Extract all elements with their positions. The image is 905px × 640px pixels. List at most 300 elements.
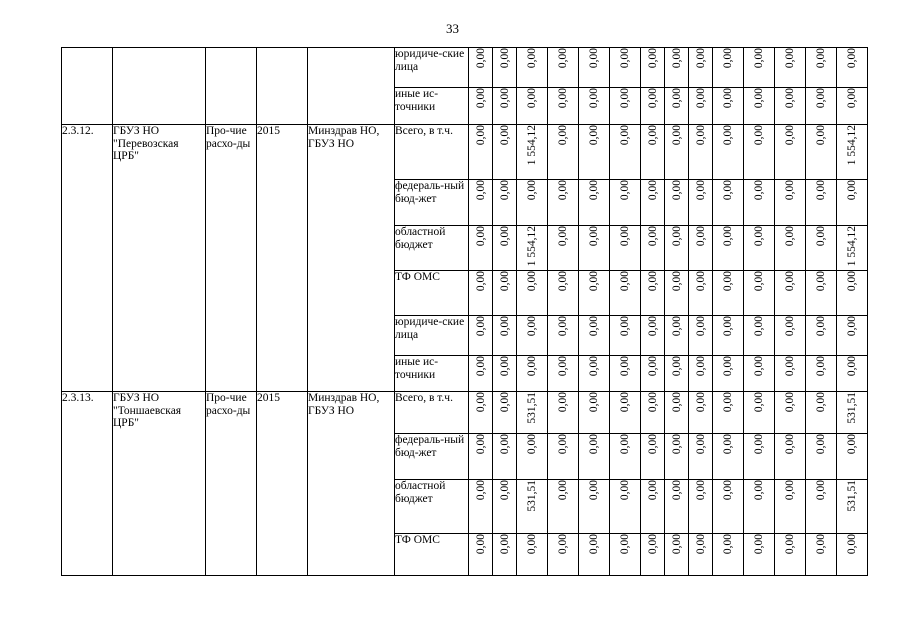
- amount-cell: [744, 48, 775, 88]
- amount-value: 0,00: [557, 180, 569, 201]
- amount-value: 0,00: [646, 316, 659, 337]
- amount-cell: [713, 88, 744, 125]
- amount-value: 0,00: [753, 180, 765, 201]
- amount-value: 0,00: [694, 271, 707, 292]
- amount-value: 0,00: [498, 48, 511, 69]
- amount-cell: [665, 88, 689, 125]
- amount-value: 0,00: [557, 271, 569, 292]
- amount-cell: [641, 180, 665, 226]
- amount-value: 1 554,12: [526, 226, 538, 267]
- amount-cell: [610, 480, 641, 534]
- amount-value: 0,00: [722, 125, 734, 146]
- amount-cell: [469, 434, 493, 480]
- amount-value: 0,00: [619, 356, 631, 377]
- amount-value: 0,00: [474, 534, 487, 555]
- amount-cell: [610, 316, 641, 356]
- budget-table: [61, 47, 868, 576]
- amount-value: 0,00: [557, 316, 569, 337]
- amount-cell: [689, 316, 713, 356]
- amount-cell: [548, 534, 579, 576]
- amount-cell: [775, 534, 806, 576]
- amount-cell: [610, 392, 641, 434]
- amount-cell: [469, 88, 493, 125]
- amount-cell: [713, 316, 744, 356]
- amount-cell: [665, 434, 689, 480]
- amount-value: 0,00: [815, 226, 827, 247]
- amount-value: 0,00: [588, 534, 600, 555]
- amount-value: 0,00: [588, 48, 600, 69]
- amount-cell: [837, 534, 868, 576]
- amount-value: 0,00: [588, 88, 600, 109]
- amount-value: 0,00: [753, 125, 765, 146]
- amount-cell: [610, 271, 641, 316]
- amount-cell: [493, 271, 517, 316]
- amount-value: 0,00: [588, 316, 600, 337]
- amount-value: 0,00: [588, 125, 600, 146]
- amount-value: 0,00: [474, 88, 487, 109]
- amount-value: 0,00: [619, 316, 631, 337]
- amount-value: 0,00: [753, 392, 765, 413]
- amount-cell: [641, 392, 665, 434]
- amount-value: 0,00: [526, 534, 538, 555]
- amount-value: 0,00: [846, 271, 858, 292]
- amount-cell: [775, 180, 806, 226]
- amount-value: 0,00: [588, 356, 600, 377]
- amount-value: 0,00: [588, 226, 600, 247]
- amount-value: 0,00: [557, 48, 569, 69]
- amount-cell: [579, 226, 610, 271]
- amount-cell: [517, 125, 548, 180]
- amount-value: 0,00: [474, 434, 487, 455]
- amount-value: 0,00: [815, 392, 827, 413]
- amount-value: 0,00: [646, 356, 659, 377]
- amount-cell: [493, 434, 517, 480]
- amount-value: 0,00: [694, 480, 707, 501]
- amount-value: 0,00: [498, 480, 511, 501]
- amount-value: 0,00: [670, 356, 683, 377]
- amount-cell: [665, 271, 689, 316]
- amount-value: 0,00: [619, 180, 631, 201]
- amount-value: 0,00: [498, 316, 511, 337]
- amount-value: 0,00: [694, 534, 707, 555]
- amount-cell: [548, 125, 579, 180]
- amount-cell: [579, 48, 610, 88]
- amount-value: 0,00: [670, 48, 683, 69]
- amount-value: 0,00: [846, 48, 858, 69]
- amount-value: 0,00: [722, 534, 734, 555]
- expense-type: Про-чие расхо-ды: [206, 392, 257, 576]
- amount-value: 0,00: [557, 534, 569, 555]
- amount-value: 0,00: [784, 48, 796, 69]
- amount-cell: [744, 316, 775, 356]
- amount-value: 0,00: [670, 434, 683, 455]
- executor: Минздрав НО, ГБУЗ НО: [308, 392, 395, 576]
- amount-cell: [806, 125, 837, 180]
- amount-cell: [579, 180, 610, 226]
- amount-cell: [806, 316, 837, 356]
- amount-cell: [665, 180, 689, 226]
- amount-value: 0,00: [784, 434, 796, 455]
- amount-cell: [806, 180, 837, 226]
- amount-cell: [548, 392, 579, 434]
- amount-cell: [548, 316, 579, 356]
- expense-type: Про-чие расхо-ды: [206, 125, 257, 392]
- amount-cell: [469, 226, 493, 271]
- amount-value: 0,00: [526, 356, 538, 377]
- amount-cell: [610, 125, 641, 180]
- amount-cell: [641, 88, 665, 125]
- amount-cell: [837, 271, 868, 316]
- amount-cell: [744, 434, 775, 480]
- amount-cell: [493, 226, 517, 271]
- amount-value: 0,00: [670, 480, 683, 501]
- row-code: [62, 48, 113, 125]
- amount-value: 0,00: [670, 316, 683, 337]
- amount-cell: [469, 180, 493, 226]
- amount-value: 0,00: [784, 271, 796, 292]
- amount-value: 0,00: [526, 88, 538, 109]
- amount-value: 0,00: [784, 480, 796, 501]
- amount-value: 0,00: [474, 180, 487, 201]
- amount-cell: [665, 316, 689, 356]
- amount-cell: [579, 434, 610, 480]
- amount-cell: [689, 125, 713, 180]
- amount-cell: [493, 392, 517, 434]
- amount-value: 0,00: [588, 271, 600, 292]
- amount-cell: [579, 125, 610, 180]
- amount-value: 0,00: [753, 480, 765, 501]
- amount-value: 0,00: [670, 226, 683, 247]
- amount-cell: [665, 48, 689, 88]
- amount-value: 1 554,12: [846, 125, 858, 166]
- amount-cell: [744, 392, 775, 434]
- funding-source: федераль-ный бюд-жет: [395, 434, 469, 480]
- amount-value: 0,00: [646, 48, 659, 69]
- amount-value: 0,00: [619, 271, 631, 292]
- amount-cell: [548, 48, 579, 88]
- amount-value: 0,00: [694, 226, 707, 247]
- amount-cell: [744, 356, 775, 392]
- amount-cell: [806, 226, 837, 271]
- funding-source: областной бюджет: [395, 226, 469, 271]
- amount-value: 531,51: [526, 480, 538, 512]
- amount-value: 0,00: [498, 180, 511, 201]
- amount-value: 0,00: [474, 316, 487, 337]
- amount-cell: [579, 534, 610, 576]
- funding-source: юридиче-ские лица: [395, 316, 469, 356]
- amount-value: 0,00: [815, 48, 827, 69]
- funding-source: иные ис-точники: [395, 356, 469, 392]
- amount-value: 0,00: [670, 88, 683, 109]
- amount-value: 0,00: [588, 392, 600, 413]
- amount-cell: [493, 316, 517, 356]
- amount-value: 0,00: [557, 480, 569, 501]
- organization-name: ГБУЗ НО "Перевозская ЦРБ": [113, 125, 206, 392]
- amount-value: 0,00: [557, 434, 569, 455]
- amount-value: 0,00: [646, 226, 659, 247]
- amount-value: 0,00: [784, 392, 796, 413]
- amount-value: 0,00: [722, 392, 734, 413]
- amount-cell: [665, 226, 689, 271]
- amount-cell: [548, 226, 579, 271]
- row-code: 2.3.13.: [62, 392, 113, 576]
- amount-value: 0,00: [694, 392, 707, 413]
- amount-cell: [806, 356, 837, 392]
- amount-value: 0,00: [846, 434, 858, 455]
- amount-value: 0,00: [526, 48, 538, 69]
- amount-value: 0,00: [557, 356, 569, 377]
- amount-cell: [469, 392, 493, 434]
- table-row: [62, 125, 868, 180]
- amount-cell: [806, 534, 837, 576]
- amount-cell: [610, 88, 641, 125]
- amount-cell: [689, 88, 713, 125]
- amount-cell: [665, 480, 689, 534]
- amount-cell: [837, 88, 868, 125]
- amount-value: 531,51: [846, 392, 858, 424]
- amount-cell: [713, 392, 744, 434]
- amount-value: 0,00: [619, 534, 631, 555]
- amount-cell: [837, 125, 868, 180]
- amount-cell: [579, 480, 610, 534]
- amount-cell: [665, 356, 689, 392]
- amount-value: 0,00: [815, 125, 827, 146]
- amount-value: 0,00: [694, 434, 707, 455]
- funding-source: федераль-ный бюд-жет: [395, 180, 469, 226]
- amount-cell: [548, 434, 579, 480]
- amount-value: 0,00: [670, 125, 683, 146]
- amount-value: 0,00: [526, 434, 538, 455]
- amount-cell: [517, 271, 548, 316]
- amount-cell: [689, 480, 713, 534]
- amount-cell: [837, 180, 868, 226]
- amount-cell: [610, 48, 641, 88]
- funding-source: ТФ ОМС: [395, 271, 469, 316]
- amount-cell: [837, 226, 868, 271]
- amount-cell: [469, 271, 493, 316]
- amount-cell: [713, 356, 744, 392]
- amount-value: 0,00: [619, 88, 631, 109]
- amount-cell: [775, 226, 806, 271]
- amount-value: 0,00: [619, 480, 631, 501]
- amount-value: 0,00: [846, 356, 858, 377]
- expense-type: [206, 48, 257, 125]
- amount-value: 0,00: [619, 48, 631, 69]
- table-row: [62, 392, 868, 434]
- amount-cell: [469, 480, 493, 534]
- amount-cell: [579, 356, 610, 392]
- amount-value: 0,00: [722, 480, 734, 501]
- amount-cell: [744, 125, 775, 180]
- amount-cell: [775, 271, 806, 316]
- amount-cell: [641, 316, 665, 356]
- amount-value: 0,00: [646, 88, 659, 109]
- amount-cell: [493, 88, 517, 125]
- amount-cell: [517, 534, 548, 576]
- amount-cell: [579, 316, 610, 356]
- amount-cell: [837, 356, 868, 392]
- amount-value: 0,00: [753, 356, 765, 377]
- amount-value: 0,00: [646, 271, 659, 292]
- amount-value: 0,00: [753, 434, 765, 455]
- amount-cell: [689, 180, 713, 226]
- amount-value: 0,00: [753, 88, 765, 109]
- amount-cell: [713, 125, 744, 180]
- amount-value: 0,00: [753, 226, 765, 247]
- amount-cell: [469, 125, 493, 180]
- amount-cell: [806, 480, 837, 534]
- amount-value: 0,00: [474, 125, 487, 146]
- row-code: 2.3.12.: [62, 125, 113, 392]
- amount-value: 531,51: [526, 392, 538, 424]
- amount-value: 0,00: [784, 180, 796, 201]
- amount-value: 0,00: [646, 434, 659, 455]
- amount-value: 0,00: [498, 434, 511, 455]
- amount-cell: [641, 356, 665, 392]
- amount-value: 0,00: [557, 226, 569, 247]
- amount-value: 0,00: [722, 434, 734, 455]
- amount-cell: [469, 48, 493, 88]
- year: 2015: [257, 125, 308, 392]
- amount-value: 0,00: [784, 125, 796, 146]
- amount-cell: [548, 180, 579, 226]
- amount-value: 0,00: [588, 480, 600, 501]
- amount-cell: [775, 316, 806, 356]
- amount-value: 0,00: [526, 271, 538, 292]
- amount-cell: [689, 356, 713, 392]
- amount-value: 0,00: [815, 356, 827, 377]
- amount-cell: [665, 125, 689, 180]
- amount-cell: [517, 48, 548, 88]
- amount-value: 0,00: [557, 125, 569, 146]
- amount-cell: [689, 434, 713, 480]
- amount-value: 0,00: [670, 534, 683, 555]
- amount-cell: [517, 88, 548, 125]
- amount-cell: [806, 392, 837, 434]
- amount-value: 0,00: [753, 534, 765, 555]
- amount-cell: [775, 356, 806, 392]
- amount-cell: [744, 226, 775, 271]
- amount-value: 0,00: [846, 534, 858, 555]
- amount-value: 0,00: [846, 180, 858, 201]
- funding-source: Всего, в т.ч.: [395, 125, 469, 180]
- amount-cell: [517, 316, 548, 356]
- amount-value: 0,00: [474, 392, 487, 413]
- amount-cell: [806, 271, 837, 316]
- amount-cell: [548, 88, 579, 125]
- funding-source: областной бюджет: [395, 480, 469, 534]
- amount-cell: [469, 534, 493, 576]
- amount-value: 0,00: [694, 125, 707, 146]
- amount-cell: [713, 534, 744, 576]
- amount-cell: [837, 316, 868, 356]
- amount-value: 0,00: [498, 356, 511, 377]
- amount-value: 0,00: [846, 316, 858, 337]
- amount-cell: [689, 271, 713, 316]
- amount-value: 0,00: [694, 88, 707, 109]
- amount-cell: [641, 125, 665, 180]
- amount-cell: [493, 356, 517, 392]
- amount-value: 0,00: [784, 316, 796, 337]
- amount-cell: [775, 434, 806, 480]
- amount-value: 0,00: [526, 316, 538, 337]
- amount-value: 0,00: [722, 316, 734, 337]
- amount-value: 0,00: [619, 125, 631, 146]
- funding-source: ТФ ОМС: [395, 534, 469, 576]
- amount-cell: [610, 434, 641, 480]
- amount-value: 0,00: [498, 226, 511, 247]
- funding-source: юридиче-ские лица: [395, 48, 469, 88]
- amount-value: 0,00: [753, 271, 765, 292]
- page-number: 33: [446, 21, 459, 36]
- amount-cell: [493, 534, 517, 576]
- amount-value: 0,00: [670, 392, 683, 413]
- amount-value: 0,00: [784, 226, 796, 247]
- amount-value: 0,00: [694, 180, 707, 201]
- year: 2015: [257, 392, 308, 576]
- amount-cell: [517, 392, 548, 434]
- amount-value: 0,00: [670, 271, 683, 292]
- amount-value: 0,00: [815, 480, 827, 501]
- amount-value: 0,00: [526, 180, 538, 201]
- amount-value: 0,00: [815, 271, 827, 292]
- amount-cell: [837, 434, 868, 480]
- year: [257, 48, 308, 125]
- amount-value: 0,00: [619, 226, 631, 247]
- amount-value: 0,00: [619, 434, 631, 455]
- amount-cell: [806, 48, 837, 88]
- funding-source: Всего, в т.ч.: [395, 392, 469, 434]
- organization-name: [113, 48, 206, 125]
- amount-value: 0,00: [646, 534, 659, 555]
- budget-table-body: [62, 48, 868, 576]
- amount-cell: [610, 534, 641, 576]
- amount-value: 0,00: [722, 271, 734, 292]
- amount-cell: [713, 226, 744, 271]
- amount-cell: [837, 392, 868, 434]
- amount-cell: [665, 392, 689, 434]
- amount-cell: [610, 226, 641, 271]
- amount-value: 0,00: [784, 356, 796, 377]
- amount-cell: [517, 180, 548, 226]
- amount-value: 0,00: [784, 88, 796, 109]
- amount-value: 0,00: [646, 180, 659, 201]
- amount-cell: [579, 271, 610, 316]
- amount-value: 0,00: [474, 480, 487, 501]
- amount-value: 0,00: [588, 180, 600, 201]
- amount-cell: [806, 434, 837, 480]
- amount-value: 0,00: [722, 180, 734, 201]
- amount-cell: [641, 226, 665, 271]
- amount-value: 0,00: [619, 392, 631, 413]
- amount-value: 0,00: [670, 180, 683, 201]
- amount-value: 0,00: [815, 180, 827, 201]
- amount-value: 0,00: [498, 88, 511, 109]
- amount-value: 0,00: [474, 356, 487, 377]
- amount-value: 0,00: [815, 316, 827, 337]
- amount-cell: [806, 88, 837, 125]
- amount-cell: [579, 88, 610, 125]
- amount-cell: [517, 356, 548, 392]
- amount-cell: [775, 480, 806, 534]
- amount-cell: [641, 480, 665, 534]
- amount-cell: [689, 534, 713, 576]
- amount-cell: [744, 88, 775, 125]
- amount-value: 0,00: [474, 226, 487, 247]
- amount-cell: [744, 180, 775, 226]
- amount-value: 0,00: [846, 88, 858, 109]
- amount-cell: [775, 48, 806, 88]
